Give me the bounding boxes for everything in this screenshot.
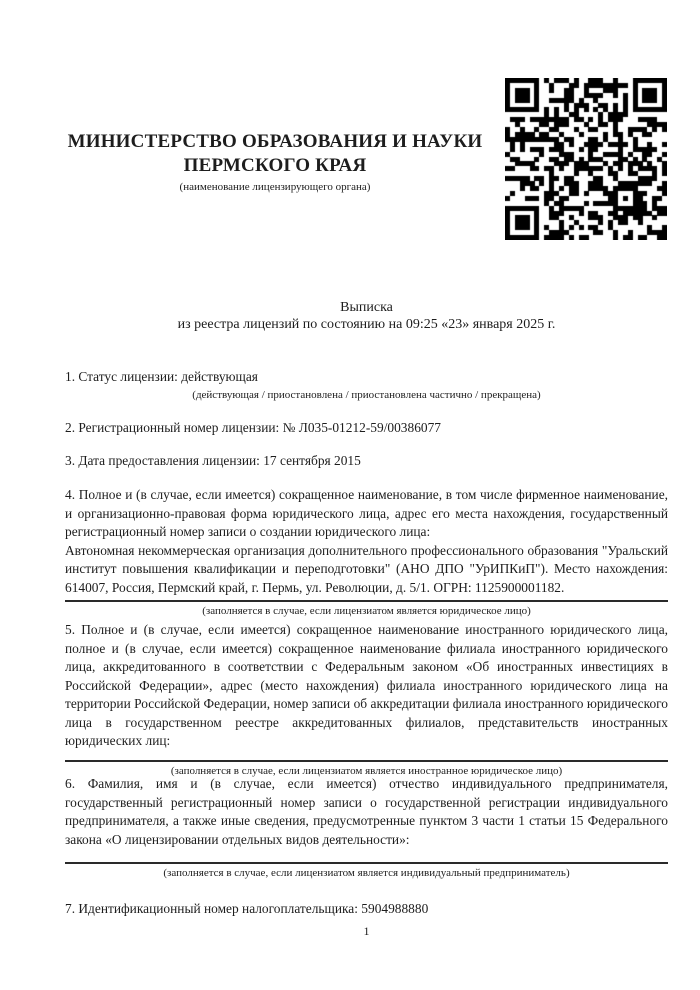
legal-entity-label: 4. Полное и (в случае, если имеется) сокращенное наименование, в том числе фирменное наименование, и организационно-правовая форма юридического лица, адрес его места нахождения, государственный регистрационный номер записи о создании юридического лица: xyxy=(65,487,668,539)
foreign-entity-section xyxy=(65,621,668,778)
license-status-line: 1. Статус лицензии: действующая xyxy=(65,369,258,384)
foreign-entity-fill-line xyxy=(65,760,668,762)
qr-code-icon xyxy=(505,78,667,240)
licensing-authority-caption: (наименование лицензирующего органа) xyxy=(179,181,371,193)
license-status-section xyxy=(65,368,668,402)
entrepreneur-label: 6. Фамилия, имя и (в случае, если имеется) отчество индивидуального предпринимателя, государственный регистрационный номер записи о государственной регистрации индивидуального предпринимателя, а также иные сведения, предусмотренные пунктом 3 части 1 статьи 15 Федерального закона «О лицензировании отдельных видов деятельности»: xyxy=(65,776,668,847)
taxpayer-id-line: 7. Идентификационный номер налогоплательщика: 5904988880 xyxy=(65,901,429,916)
legal-entity-caption: (заполняется в случае, если лицензиатом является юридическое лицо) xyxy=(202,605,531,617)
entrepreneur-caption: (заполняется в случае, если лицензиатом является индивидуальный предприниматель) xyxy=(163,867,570,879)
legal-entity-section xyxy=(65,486,668,618)
ministry-name-line1: МИНИСТЕРСТВО ОБРАЗОВАНИЯ И НАУКИ xyxy=(67,131,483,152)
foreign-entity-caption: (заполняется в случае, если лицензиатом является иностранное юридическое лицо) xyxy=(170,764,563,777)
extract-title: Выписка xyxy=(340,300,393,315)
registration-number-line: 2. Регистрационный номер лицензии: № Л035-01212-59/00386077 xyxy=(65,420,441,435)
legal-entity-fill-line xyxy=(65,600,668,602)
ministry-name-line2: ПЕРМСКОГО КРАЯ xyxy=(183,155,367,176)
extract-title-block xyxy=(65,300,668,333)
licensing-authority-header xyxy=(65,130,485,194)
foreign-entity-label: 5. Полное и (в случае, если имеется) сокращенное наименование иностранного юридического лица, полное и (в случае, если имеется) сокращенное наименование филиала иностранного юридического лица, аккредитованного в соответствии с Федеральным законом «Об иностранных инвестициях в Российской Федерации», адрес (место нахождения) филиала иностранного юридического лица на территории Российской Федерации, номер записи об аккредитации филиала иностранного юридического лица в государственном реестре аккредитованных филиалов, представительств иностранных юридических лиц: xyxy=(65,622,668,748)
grant-date-line: 3. Дата предоставления лицензии: 17 сентября 2015 xyxy=(65,453,361,468)
entrepreneur-section xyxy=(65,775,668,880)
legal-entity-value: Автономная некоммерческая организация дополнительного профессионального образования "Уральский институт повышения квалификации и переподготовки" (АНО ДПО "УрИПКиП"). Место нахождения: 614007, Россия, Пермский край, г. Пермь, ул. Революции, д. 5/1. ОГРН: 1125900001182. xyxy=(65,542,668,595)
page-number: 1 xyxy=(363,924,370,938)
entrepreneur-fill-line xyxy=(65,862,668,864)
extract-subtitle: из реестра лицензий по состоянию на 09:25 «23» января 2025 г. xyxy=(177,316,556,332)
license-status-options-caption: (действующая / приостановлена / приостановлена частично / прекращена) xyxy=(192,389,541,401)
